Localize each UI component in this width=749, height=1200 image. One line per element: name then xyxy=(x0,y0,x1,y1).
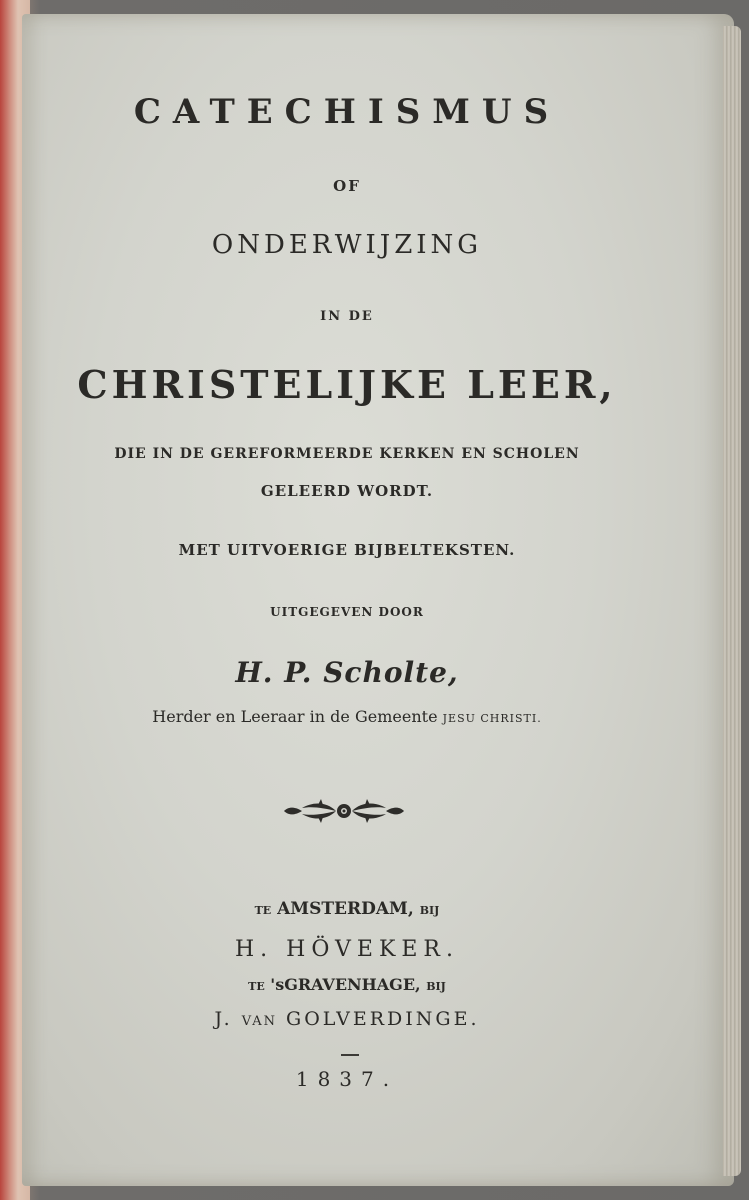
title-page-text xyxy=(22,14,672,1186)
title-of: OF xyxy=(333,177,361,195)
title-leer: CHRISTELIJKE LEER, xyxy=(77,362,617,407)
publication-year: 1837. xyxy=(295,1067,399,1091)
subtitle: ONDERWIJZING xyxy=(211,230,483,260)
description-line-1: DIE IN DE GEREFORMEERDE KERKEN EN SCHOLEN xyxy=(114,446,580,462)
imprint-te-1: TE xyxy=(254,904,272,917)
publisher-surname: GOLVERDINGE. xyxy=(286,1008,480,1030)
author-role-text: Herder en Leeraar in de Gemeente xyxy=(152,707,438,726)
imprint-amsterdam xyxy=(22,899,672,919)
imprint-city-2: 'sGRAVENHAGE, xyxy=(270,975,421,994)
imprint-bij-1: BIJ xyxy=(419,904,440,917)
title-in-de: IN DE xyxy=(320,309,374,324)
floral-ornament-icon xyxy=(282,796,406,826)
author-role-smallcaps: JESU CHRISTI. xyxy=(442,712,542,725)
main-title: CATECHISMUS xyxy=(133,92,561,132)
description-line-2: GELEERD WORDT. xyxy=(260,482,434,500)
published-by: UITGEGEVEN DOOR xyxy=(270,605,424,619)
imprint-city-1: AMSTERDAM, xyxy=(277,899,414,919)
imprint-te-2: TE xyxy=(248,980,265,993)
imprint-gravenhage xyxy=(22,975,672,994)
page-edges xyxy=(723,26,741,1176)
author-name: H. P. Scholte, xyxy=(235,656,459,689)
publisher-van: VAN xyxy=(241,1014,277,1029)
divider-rule xyxy=(341,1054,359,1056)
imprint-bij-2: BIJ xyxy=(426,980,446,993)
bible-texts-line: MET UITVOERIGE BIJBELTEKSTEN. xyxy=(178,541,516,559)
publisher-hoveker: H. HÖVEKER. xyxy=(234,937,459,962)
publisher-golverdinge xyxy=(22,1008,672,1030)
author-role xyxy=(22,707,672,726)
publisher-initial: J. xyxy=(214,1008,233,1030)
